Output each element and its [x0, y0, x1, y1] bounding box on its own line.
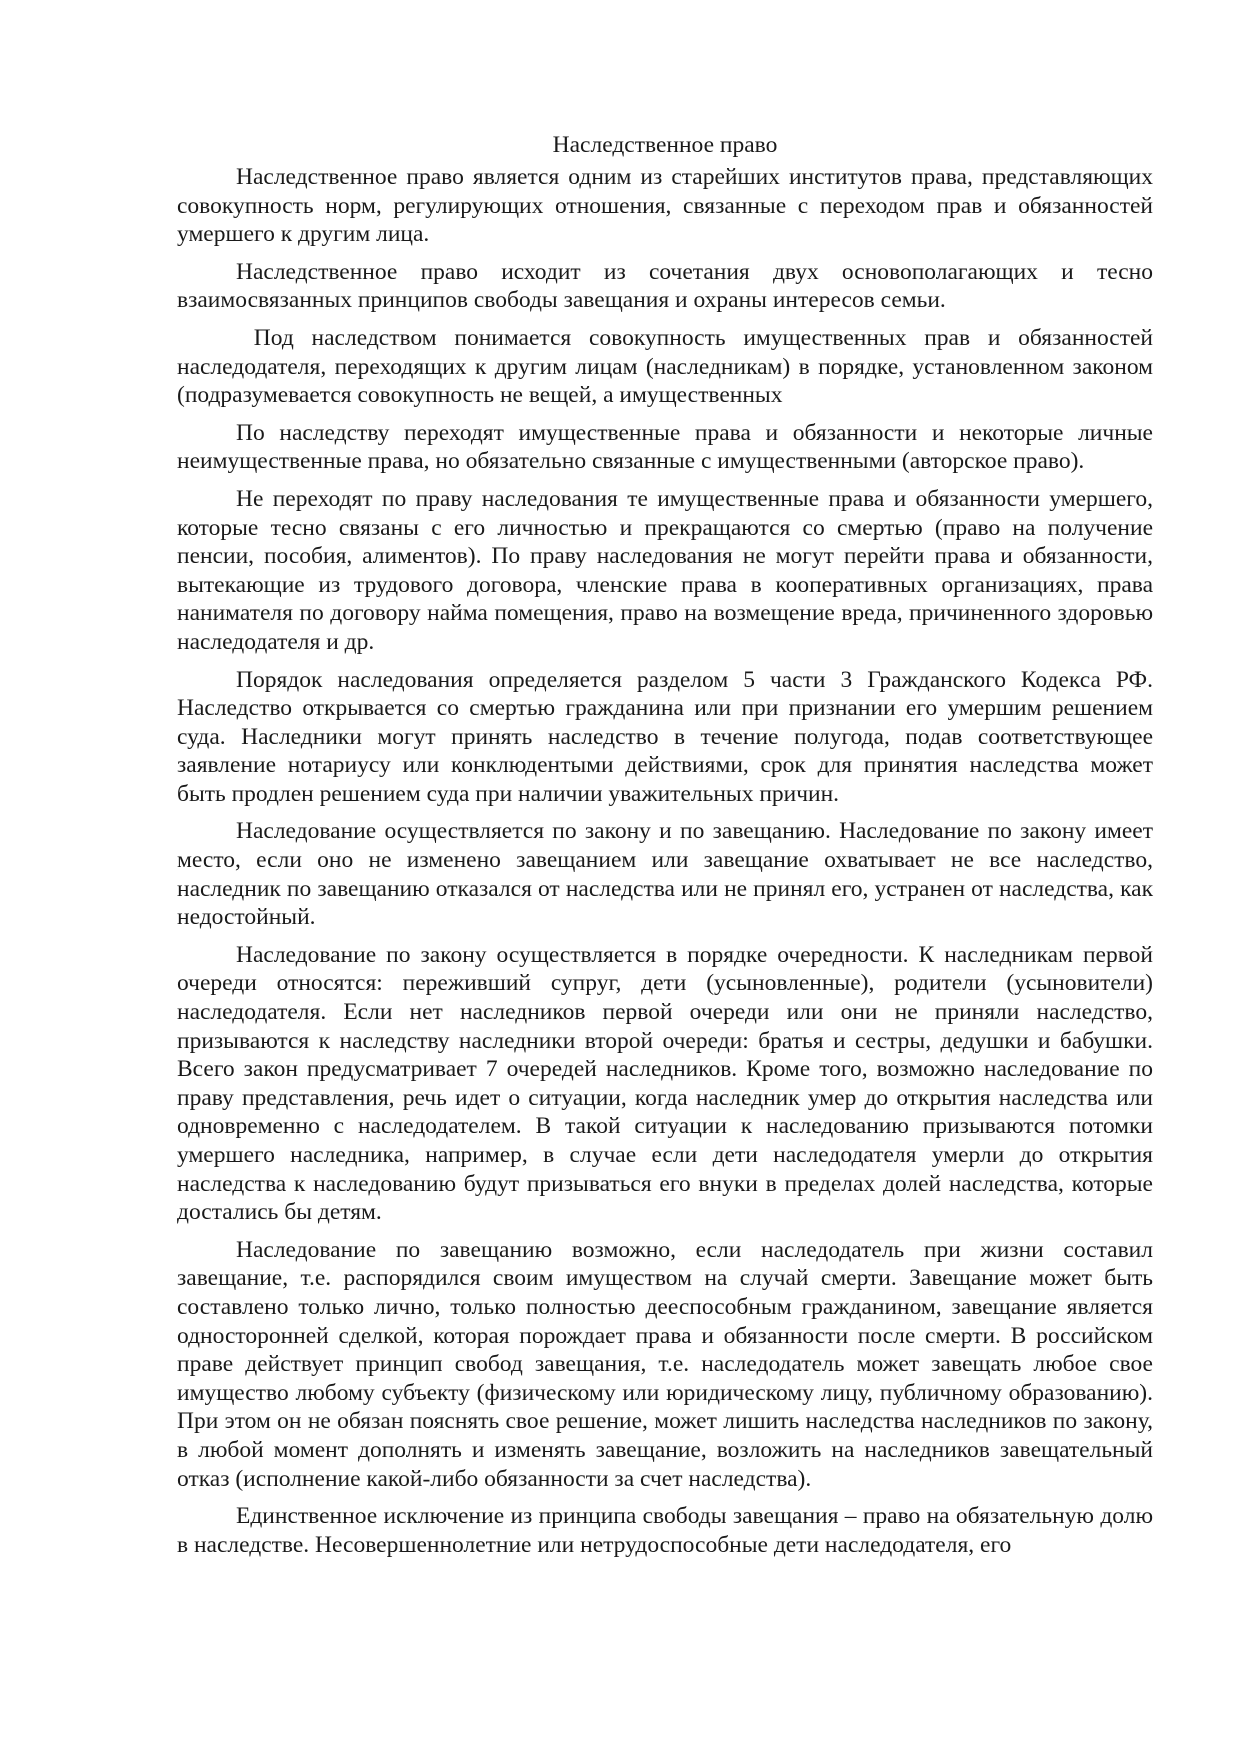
paragraph-3: Под наследством понимается совокупность имущественных прав и обязанностей наследодателя, переходящих к другим лицам (наследникам) в порядке, установленном законом (подразумевается совокупность не вещей, а имущественных — [177, 324, 1159, 409]
paragraph-9: Наследование по завещанию возможно, если наследодатель при жизни составил завещание, т.е. распорядился своим имуществом на случай смерти. Завещание может быть составлено только лично, только полностью дееспособным гражданином, завещание является односторонней сделкой, которая порождает права и обязанности после смерти. В российском праве действует принцип свобод завещания, т.е. наследодатель может завещать любое свое имущество любому субъекту (физическому или юридическому лицу, публичному образованию). При этом он не обязан пояснять свое решение, может лишить наследства наследников по закону, в любой момент дополнять и изменять завещание, возложить на наследников завещательный отказ (исполнение какой-либо обязанности за счет наследства). — [177, 1236, 1153, 1492]
paragraph-5: Не переходят по праву наследования те имущественные права и обязанности умершего, которые тесно связаны с его личностью и прекращаются со смертью (право на получение пенсии, пособия, алиментов). По праву наследования не могут перейти права и обязанности, вытекающие из трудового договора, членские права в кооперативных организациях, права нанимателя по договору найма помещения, право на возмещение вреда, причиненного здоровью наследодателя и др. — [177, 485, 1153, 655]
paragraph-4: По наследству переходят имущественные права и обязанности и некоторые личные неимущественные права, но обязательно связанные с имущественными (авторское право). — [177, 419, 1153, 475]
paragraph-1: Наследственное право является одним из старейших институтов права, представляющих совокупность норм, регулирующих отношения, связанные с переходом прав и обязанностей умершего к другим лица. — [177, 164, 1153, 248]
document-title: Наследственное право — [552, 132, 778, 158]
paragraph-6: Порядок наследования определяется разделом 5 части 3 Гражданского Кодекса РФ. Наследство открывается со смертью гражданина или при признании его умершим решением суда. Наследники могут принять наследство в течение полугода, подав соответствующее заявление нотариусу или конклюдентыми действиями, срок для принятия наследства может быть продлен решением суда при наличии уважительных причин. — [177, 666, 1153, 807]
paragraph-10: Единственное исключение из принципа свободы завещания – право на обязательную долю в наследстве. Несовершеннолетние или нетрудоспособные дети наследодателя, его — [177, 1503, 1153, 1558]
paragraph-7: Наследование осуществляется по закону и по завещанию. Наследование по закону имеет место, если оно не изменено завещанием или завещание охватывает не все наследство, наследник по завещанию отказался от наследства или не принял его, устранен от наследства, как недостойный. — [177, 818, 1153, 931]
paragraph-2: Наследственное право исходит из сочетания двух основополагающих и тесно взаимосвязанных принципов свободы завещания и охраны интересов семьи. — [177, 258, 1153, 314]
paragraph-8: Наследование по закону осуществляется в порядке очередности. К наследникам первой очереди относятся: переживший супруг, дети (усыновленные), родители (усыновители) наследодателя. Если нет наследников первой очереди или они не приняли наследство, призываются к наследству наследники второй очереди: братья и сестры, дедушки и бабушки. Всего закон предусматривает 7 очередей наследников. Кроме того, возможно наследование по праву представления, речь идет о ситуации, когда наследник умер до открытия наследства или одновременно с наследодателем. В такой ситуации к наследованию призываются потомки умершего наследника, например, в случае если дети наследодателя умерли до открытия наследства к наследованию будут призываться его внуки в пределах долей наследства, которые достались бы детям. — [177, 941, 1153, 1226]
document-page — [177, 131, 1159, 1731]
